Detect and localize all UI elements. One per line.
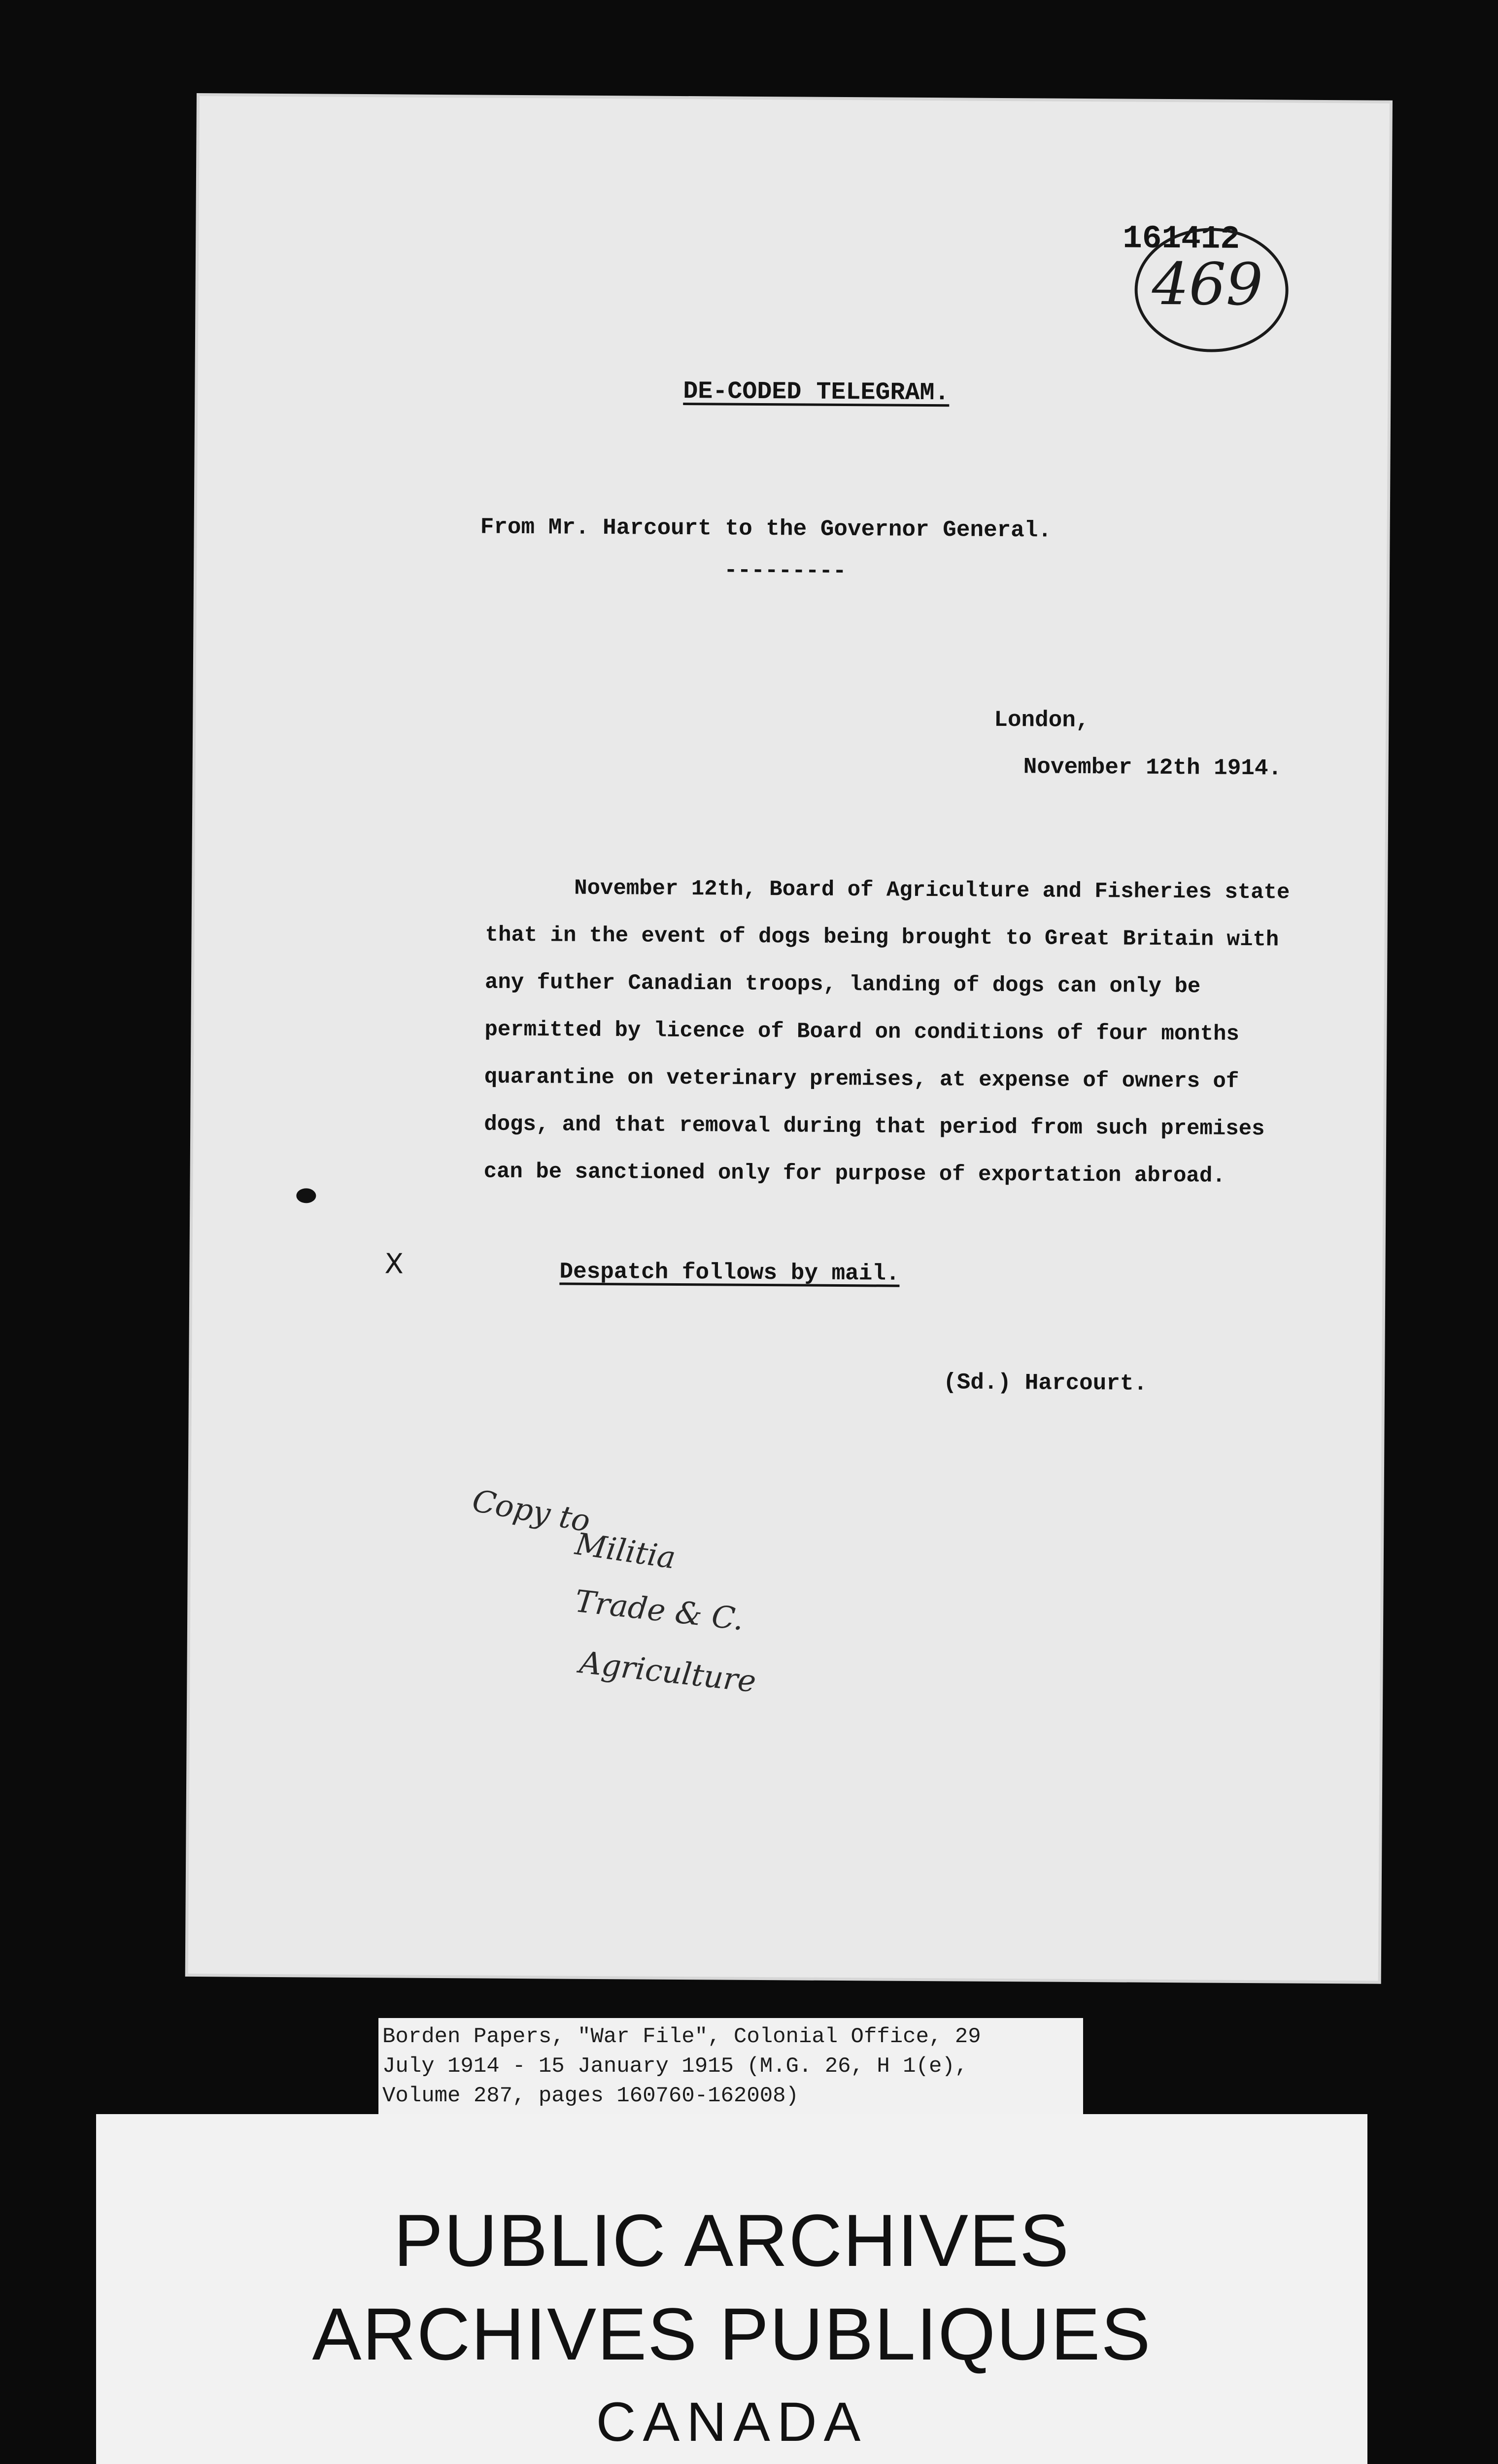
- date: November 12th 1914.: [1023, 754, 1282, 782]
- archives-country: CANADA: [596, 2391, 868, 2453]
- separator: ---------: [723, 557, 847, 584]
- from-line: From Mr. Harcourt to the Governor General.: [480, 514, 1052, 544]
- handwritten-copy: Copy to: [469, 1482, 593, 1540]
- handwritten-agriculture: Agriculture: [578, 1644, 758, 1700]
- archives-french: ARCHIVES PUBLIQUES: [312, 2293, 1152, 2375]
- citation-line-3: Volume 287, pages 160760-162008): [382, 2084, 799, 2108]
- archives-stamp: [96, 2114, 1367, 2464]
- reference-handwritten: 469: [1152, 249, 1263, 319]
- telegram-body-text: November 12th, Board of Agriculture and Fisheries state that in the event of dogs being brought to Great Britain with any futher Canadian troops, landing of dogs can only be permitted by licence of Board on conditions of four months quarantine on veterinary premises, at expense of owners of dogs, and that removal during that period from such premises can be sanctioned only for purpose of exportation abroad.: [483, 876, 1290, 1189]
- archives-english: PUBLIC ARCHIVES: [393, 2199, 1070, 2282]
- telegram-page: [188, 96, 1390, 1981]
- telegram-body: [483, 864, 1313, 1200]
- margin-x-mark: X: [384, 1248, 404, 1280]
- reference-number: 161412: [1123, 220, 1240, 258]
- citation-line-1: Borden Papers, "War File", Colonial Office, 29: [382, 2024, 981, 2049]
- signature: (Sd.) Harcourt.: [943, 1369, 1148, 1397]
- handwritten-trade: Trade & C.: [573, 1582, 746, 1638]
- handwritten-militia: Militia: [573, 1525, 678, 1576]
- citation-label: [378, 2018, 1083, 2114]
- margin-dot: [296, 1188, 316, 1203]
- despatch-note: Despatch follows by mail.: [559, 1259, 900, 1287]
- document-title: DE-CODED TELEGRAM.: [683, 377, 950, 408]
- place: London,: [994, 707, 1089, 734]
- citation-line-2: July 1914 - 15 January 1915 (M.G. 26, H 1(e),: [382, 2054, 968, 2079]
